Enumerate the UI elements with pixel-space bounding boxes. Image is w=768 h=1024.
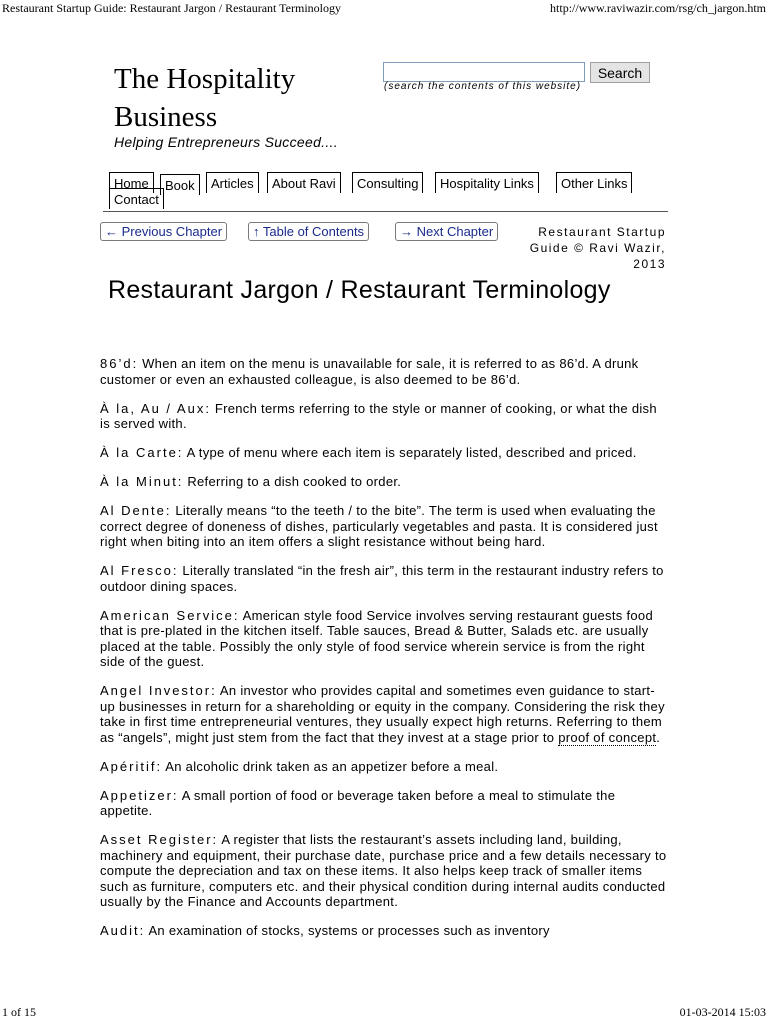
print-page-number: 1 of 15: [2, 1005, 36, 1019]
entry-term: Audit:: [100, 923, 146, 938]
entry-definition: French terms referring to the style or manner of cooking, or what the dish is served with.: [100, 400, 657, 431]
main-nav: [109, 172, 649, 206]
proof-of-concept-link[interactable]: proof of concept: [558, 729, 657, 745]
print-footer: [0, 1006, 768, 1024]
glossary-entry: [100, 474, 670, 490]
glossary-list: [100, 356, 670, 952]
entry-term: Angel Investor:: [100, 683, 217, 698]
entry-term: 86’d:: [100, 356, 139, 371]
glossary-entry: [100, 759, 670, 775]
entry-definition: Literally means “to the teeth / to the bite”. The term is used when evaluating the correct degree of doneness of dishes, particularly vegetables and pasta. It is considered just right when biting into an item offers a slight resistance without being hard.: [100, 503, 658, 549]
entry-term: Apéritif:: [100, 758, 163, 774]
entry-definition: Literally translated “in the fresh air”, this term in the restaurant industry refers to outdoor dining spaces.: [100, 563, 664, 594]
search-input[interactable]: [383, 62, 585, 82]
entry-term: Appetizer:: [100, 787, 179, 803]
entry-definition: An alcoholic drink taken as an appetizer before a meal.: [162, 758, 499, 774]
entry-term: Al Dente:: [100, 503, 172, 518]
glossary-entry: [100, 356, 670, 387]
nav-book[interactable]: Book: [160, 174, 200, 195]
next-chapter-button[interactable]: → Next Chapter: [395, 222, 498, 241]
entry-definition: Referring to a dish cooked to order.: [183, 474, 402, 489]
nav-home[interactable]: Home: [109, 172, 154, 193]
print-header: [0, 0, 768, 16]
previous-chapter-button[interactable]: ← Previous Chapter: [100, 222, 227, 241]
glossary-entry: [100, 923, 670, 939]
entry-definition: An examination of stocks, systems or processes such as inventory: [145, 923, 550, 938]
entry-term: À la Carte:: [100, 445, 184, 460]
entry-term: Al Fresco:: [100, 563, 179, 578]
entry-term: À la, Au / Aux:: [100, 400, 211, 416]
glossary-entry: [100, 683, 670, 745]
entry-term: American Service:: [100, 607, 240, 623]
site-tagline: Helping Entrepreneurs Succeed....: [114, 134, 338, 150]
nav-divider: [103, 211, 668, 212]
site-title[interactable]: The Hospitality Business: [114, 63, 296, 133]
glossary-entry: [100, 401, 670, 432]
page-title: Restaurant Jargon / Restaurant Terminology: [108, 276, 611, 304]
glossary-entry: [100, 608, 670, 670]
entry-term: À la Minut:: [100, 474, 184, 489]
print-header-title: Restaurant Startup Guide: Restaurant Jargon / Restaurant Terminology: [2, 1, 341, 15]
book-credit: Restaurant Startup Guide © Ravi Wazir, 2013: [529, 225, 666, 271]
nav-hospitality-links[interactable]: Hospitality Links: [435, 172, 539, 193]
glossary-entry: [100, 563, 670, 594]
nav-consulting[interactable]: Consulting: [352, 172, 423, 193]
nav-about-ravi[interactable]: About Ravi: [267, 172, 341, 193]
entry-definition-end: .: [656, 729, 661, 745]
entry-definition: American style food Service involves serving restaurant guests food that is pre-plated in the kitchen itself. Table sauces, Bread & Butter, Salads etc. are usually placed at the table. Possibly the only style of food service wherein service is from the right side of the guest.: [100, 607, 653, 669]
glossary-entry: [100, 832, 670, 910]
entry-definition: A type of menu where each item is separately listed, described and priced.: [183, 445, 637, 460]
nav-other-links[interactable]: Other Links: [556, 172, 632, 193]
entry-definition: An investor who provides capital and sometimes even guidance to start-up businesses in return for a shareholding or equity in the company. Considering the risk they take in first time entrepreneurial ventures, they usually expect high returns. Referring to them as “angels”, might just stem from the fact that they invest at a stage prior to: [100, 683, 665, 745]
print-header-url: http://www.raviwazir.com/rsg/ch_jargon.htm: [550, 1, 766, 15]
entry-definition: A small portion of food or beverage taken before a meal to stimulate the appetite.: [100, 787, 616, 818]
nav-contact[interactable]: Contact: [109, 188, 164, 209]
print-timestamp: 01-03-2014 15:03: [679, 1005, 766, 1019]
glossary-entry: [100, 788, 670, 819]
table-of-contents-button[interactable]: ↑ Table of Contents: [248, 222, 369, 241]
search-button[interactable]: Search: [590, 62, 650, 83]
entry-definition: When an item on the menu is unavailable for sale, it is referred to as 86’d. A drunk customer or even an exhausted colleague, is also deemed to be 86’d.: [100, 356, 639, 387]
entry-term: Asset Register:: [100, 832, 219, 847]
glossary-entry: [100, 445, 670, 461]
nav-articles[interactable]: Articles: [206, 172, 259, 193]
glossary-entry: [100, 503, 670, 550]
search-hint: (search the contents of this website): [384, 81, 582, 92]
entry-definition: A register that lists the restaurant’s assets including land, building, machinery and equipment, their purchase date, purchase price and a few details necessary to compute the depreciation and tax on these items. It also helps keep track of smaller items such as furniture, computers etc. and their physical condition during internal audits conducted usually by the Finance and Accounts department.: [100, 832, 667, 909]
